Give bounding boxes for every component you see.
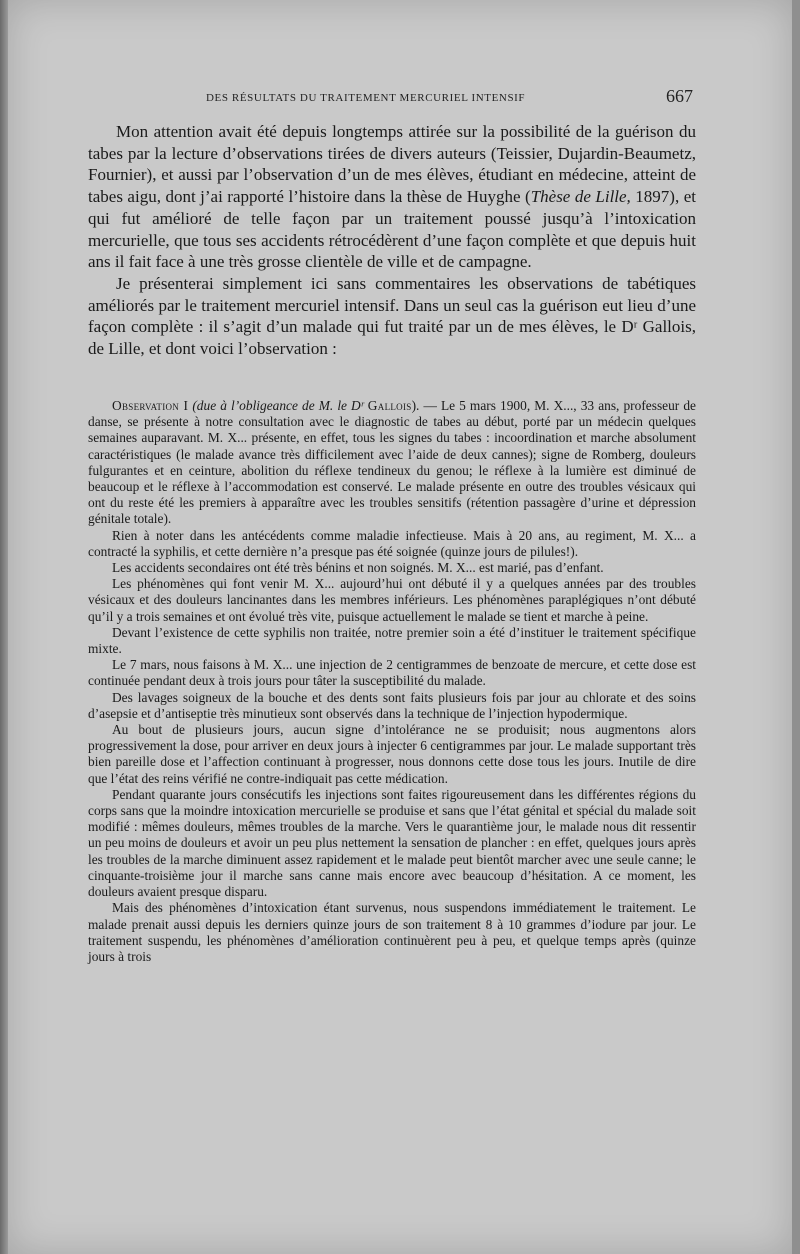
observation-paragraph: Rien à noter dans les antécédents comme maladie infectieuse. Mais à 20 ans, au regiment, M. X... a contracté la syphilis, et cette dernière n’a presque pas été soignée (quinze jours de pilules!).: [88, 527, 696, 559]
page-header: [8, 88, 792, 112]
intro-p1-part-a: Mon attention avait été depuis longtemps attirée sur la possibilité de la guérison du tabes par la lecture d’observations tirées de divers auteurs (Teissier, Dujardin-Beaumetz, Fournier), et aussi par l’observation d’un de mes élèves, étudiant en médecine, atteint de tabes aigu, dont j’ai rapporté l’histoire dans la thèse de Huyghe (: [88, 122, 696, 207]
intro-paragraph-1: [88, 121, 696, 273]
book-binding-edge: [0, 0, 8, 1254]
page-number: 667: [666, 86, 693, 106]
observation-credit-a: (due à l’obligeance de M. le Dʳ: [192, 398, 368, 413]
intro-p1-part-b: 1897), et qui fut amélioré de telle façon par un traitement poussé jusqu’à l’intoxication mercurielle, que tous ses accidents rétrocédèrent d’une façon complète et que depuis huit ans il fait face à une très grosse clientèle de ville et de campagne.: [88, 187, 696, 272]
intro-paragraph-2: Je présenterai simplement ici sans commentaires les observations de tabétiques améliorés par le traitement mercuriel intensif. Dans un seul cas la guérison eut lieu d’une façon complète : il s’agit d’un malade qui fut traité par un de mes élèves, le Dʳ Gallois, de Lille, et dont voici l’observation :: [88, 273, 696, 359]
observation-paragraph: Les phénomènes qui font venir M. X... aujourd’hui ont débuté il y a quelques années par des troubles vésicaux et des douleurs lancinantes dans les membres inférieurs. Les phénomènes paraplégiques n’ont débuté qu’il y a trois semaines et ont évolué très vite, puisque actuellement le malade se tient et marche à peine.: [88, 576, 696, 624]
observation-p1-text: — Le 5 mars 1900, M. X..., 33 ans, professeur de danse, se présente à notre consultation avec le diagnostic de tabes au début, porté par un médecin quelques semaines auparavant. M. X... présente, en effet, tous les signes du tabes : incoordination et marche absolument caractéristiques (le malade avance très difficilement avec l’aide de deux cannes); signe de Romberg, douleurs fulgurantes et en ceinture, abolition du réflexe tendineux du genou; le réflexe à la lumière est diminué de beaucoup et le réflexe à l’accommodation est conservé. Le malade présente en outre des troubles vésicaux qui ont du reste été les premiers à apparaître avec les troubles sensitifs (rétention passagère d’urine et dépression génitale totale).: [88, 398, 696, 527]
thesis-citation: Thèse de Lille,: [530, 187, 631, 207]
observation-credit-b: ).: [411, 398, 420, 413]
observation-paragraph: Mais des phénomènes d’intoxication étant survenus, nous suspendons immédiatement le traitement. Le malade prenait aussi depuis les derniers quinze jours de son traitement 8 à 10 grammes d’iodure par jour. Le traitement suspendu, les phénomènes d’amélioration continuèrent peu à peu, et quelque temps après (quinze jours à trois: [88, 900, 696, 964]
observation-credit: [192, 398, 411, 413]
observation-paragraph: Les accidents secondaires ont été très bénins et non soignés. M. X... est marié, pas d’enfant.: [112, 560, 604, 576]
running-head: DES RÉSULTATS DU TRAITEMENT MERCURIEL INTENSIF: [206, 92, 526, 104]
observation-paragraph-1: [88, 398, 696, 528]
observation-paragraph: Pendant quarante jours consécutifs les injections sont faites rigoureusement dans les différentes régions du corps sans que la moindre intoxication mercurielle se produise et sans que l’état génital et spécial du malade soit modifié : mêmes douleurs, mêmes troubles de la marche. Vers le quarantième jour, le malade nous dit ressentir un peu moins de douleurs et avoir un peu plus nettement la sensation de plancher : en effet, quelques jours après les troubles de la marche diminuent assez rapidement et le malade peut bientôt marcher avec une seule canne; le cinquante-troisième jour il marche sans canne mais encore avec beaucoup d’hésitation. A ce moment, les douleurs avaient presque disparu.: [88, 786, 696, 900]
observation-paragraph: Le 7 mars, nous faisons à M. X... une injection de 2 centigrammes de benzoate de mercure, et cette dose est continuée pendant deux à trois jours pour tâter la susceptibilité du malade.: [88, 657, 696, 689]
observation-paragraph: Au bout de plusieurs jours, aucun signe d’intolérance ne se produisit; nous augmentons alors progressivement la dose, pour arriver en deux jours à injecter 6 centigrammes par jour. Le malade supportant très bien pareille dose et l’affection continuant à progresser, nous donnons cette dose tous les jours. Inutile de dire que l’état des reins vérifié ne contre-indiquait pas cette médication.: [88, 722, 696, 786]
book-page: [8, 0, 792, 1254]
observation-label: Observation I: [112, 398, 189, 413]
observation-block: [88, 398, 696, 965]
observation-paragraph: Des lavages soigneux de la bouche et des dents sont faits plusieurs fois par jour au chlorate et des soins d’asepsie et d’antiseptie très minutieux sont observés dans la technique de l’injection hypodermique.: [88, 689, 696, 721]
observation-credit-name: Gallois: [367, 398, 412, 413]
observation-paragraph: Devant l’existence de cette syphilis non traitée, notre premier soin a été d’instituer le traitement spécifique mixte.: [88, 624, 696, 657]
intro-text: [88, 121, 696, 360]
